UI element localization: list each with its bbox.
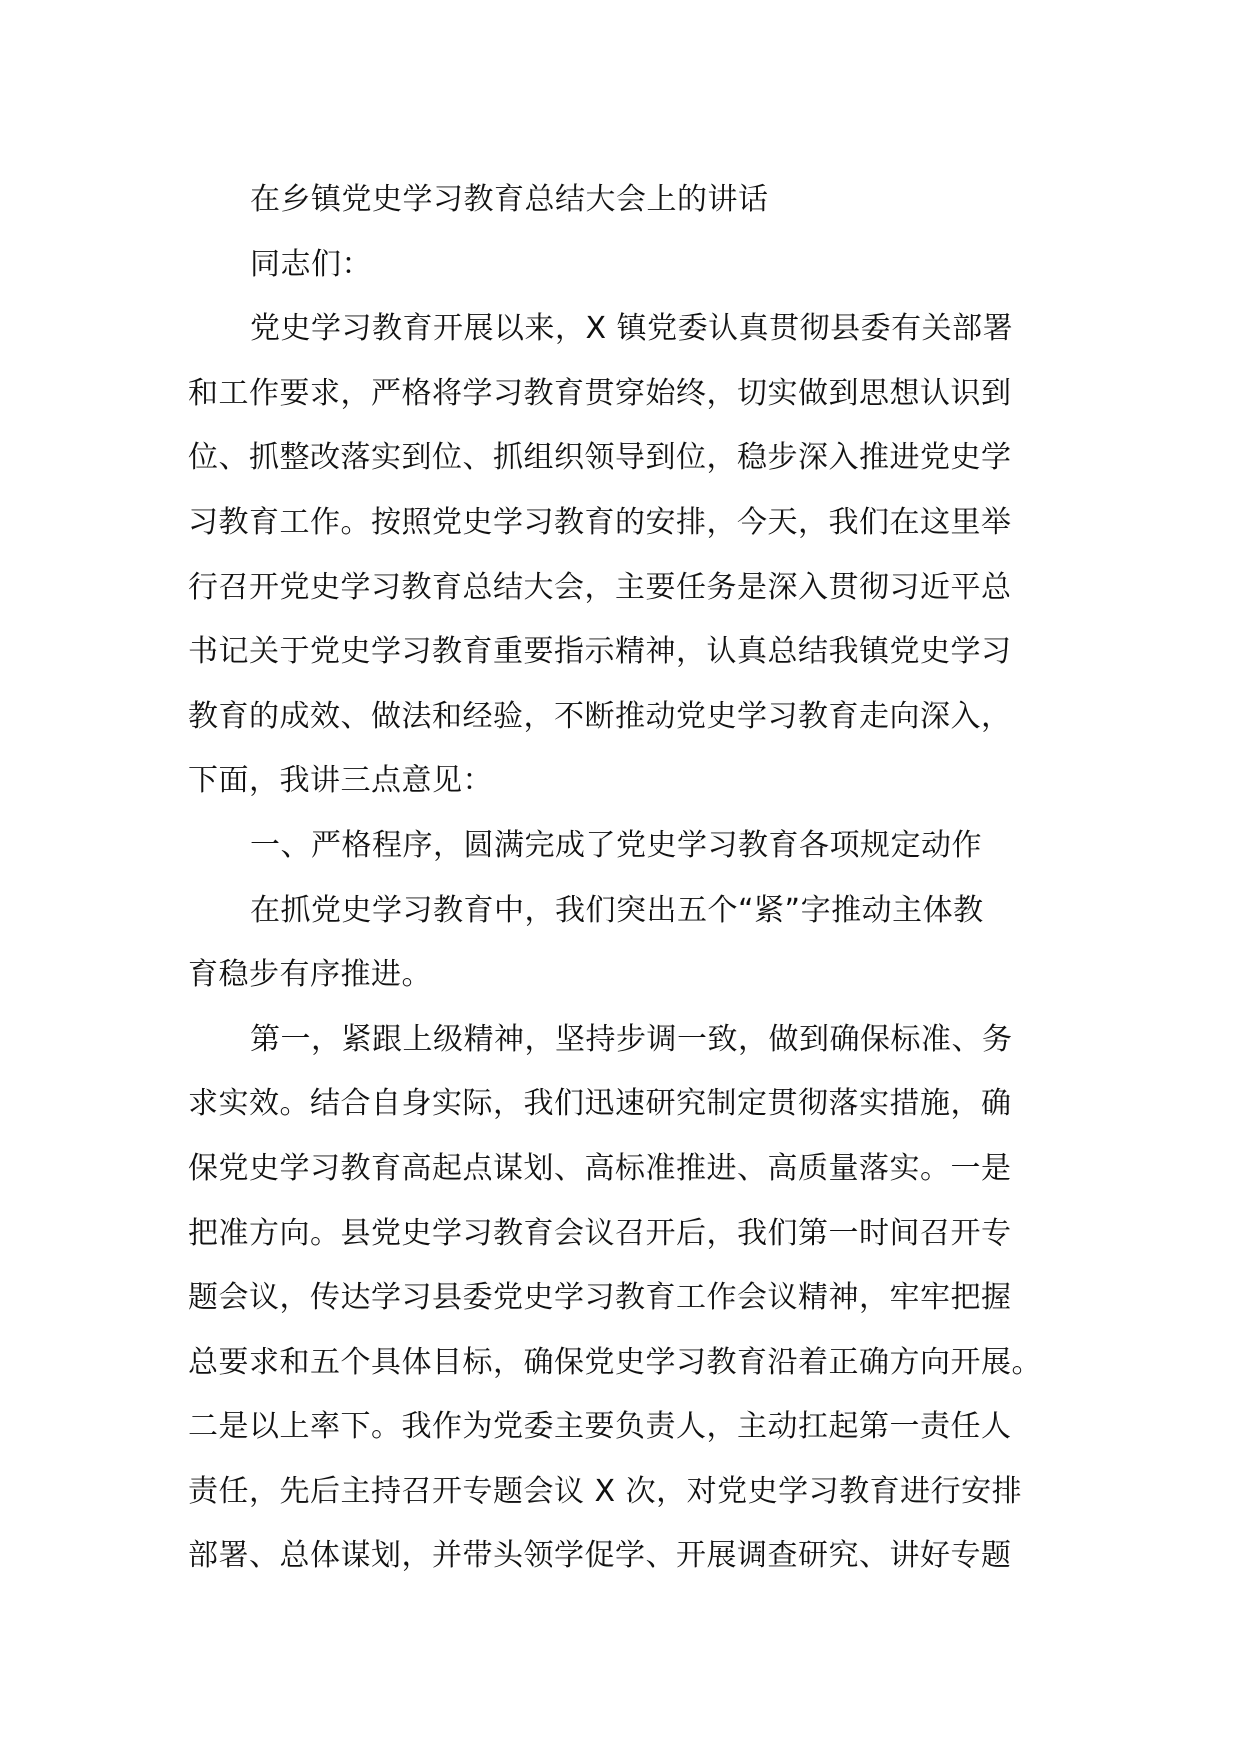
paragraph-line: 求实效。结合自身实际，我们迅速研究制定贯彻落实措施，确 [188, 1086, 1012, 1122]
document-title: 在乡镇党史学习教育总结大会上的讲话 [250, 182, 769, 217]
paragraph-line: 党史学习教育开展以来，X 镇党委认真贯彻县委有关部署 [250, 311, 1014, 347]
paragraph-line: 二是以上率下。我作为党委主要负责人，主动扛起第一责任人 [188, 1409, 1012, 1445]
section-heading: 一、严格程序，圆满完成了党史学习教育各项规定动作 [250, 827, 982, 863]
paragraph-line: 题会议，传达学习县委党史学习教育工作会议精神，牢牢把握 [188, 1280, 1012, 1316]
paragraph-line: 责任，先后主持召开专题会议 X 次，对党史学习教育进行安排 [188, 1473, 1023, 1509]
paragraph-line: 习教育工作。按照党史学习教育的安排，今天，我们在这里举 [188, 504, 1012, 540]
paragraph-line: 教育的成效、做法和经验，不断推动党史学习教育走向深入， [188, 698, 1012, 734]
paragraph-line: 保党史学习教育高起点谋划、高标准推进、高质量落实。一是 [188, 1150, 1012, 1186]
paragraph-line: 位、抓整改落实到位、抓组织领导到位，稳步深入推进党史学 [188, 440, 1012, 476]
paragraph-line: 把准方向。县党史学习教育会议召开后，我们第一时间召开专 [188, 1215, 1012, 1251]
salutation: 同志们： [250, 246, 372, 282]
paragraph-line: 部署、总体谋划，并带头领学促学、开展调查研究、讲好专题 [188, 1538, 1012, 1574]
paragraph-line: 育稳步有序推进。 [188, 957, 432, 993]
paragraph-line: 书记关于党史学习教育重要指示精神，认真总结我镇党史学习 [188, 634, 1012, 670]
paragraph-line: 和工作要求，严格将学习教育贯穿始终，切实做到思想认识到 [188, 375, 1012, 411]
paragraph-line: 下面，我讲三点意见： [188, 763, 493, 799]
document-body [188, 168, 1068, 1589]
paragraph-line: 第一，紧跟上级精神，坚持步调一致，做到确保标准、务 [250, 1021, 1013, 1057]
paragraph-line: 行召开党史学习教育总结大会，主要任务是深入贯彻习近平总 [188, 569, 1012, 605]
paragraph-line: 在抓党史学习教育中，我们突出五个“紧”字推动主体教 [250, 892, 984, 928]
paragraph-line: 总要求和五个具体目标，确保党史学习教育沿着正确方向开展。 [188, 1344, 1042, 1380]
